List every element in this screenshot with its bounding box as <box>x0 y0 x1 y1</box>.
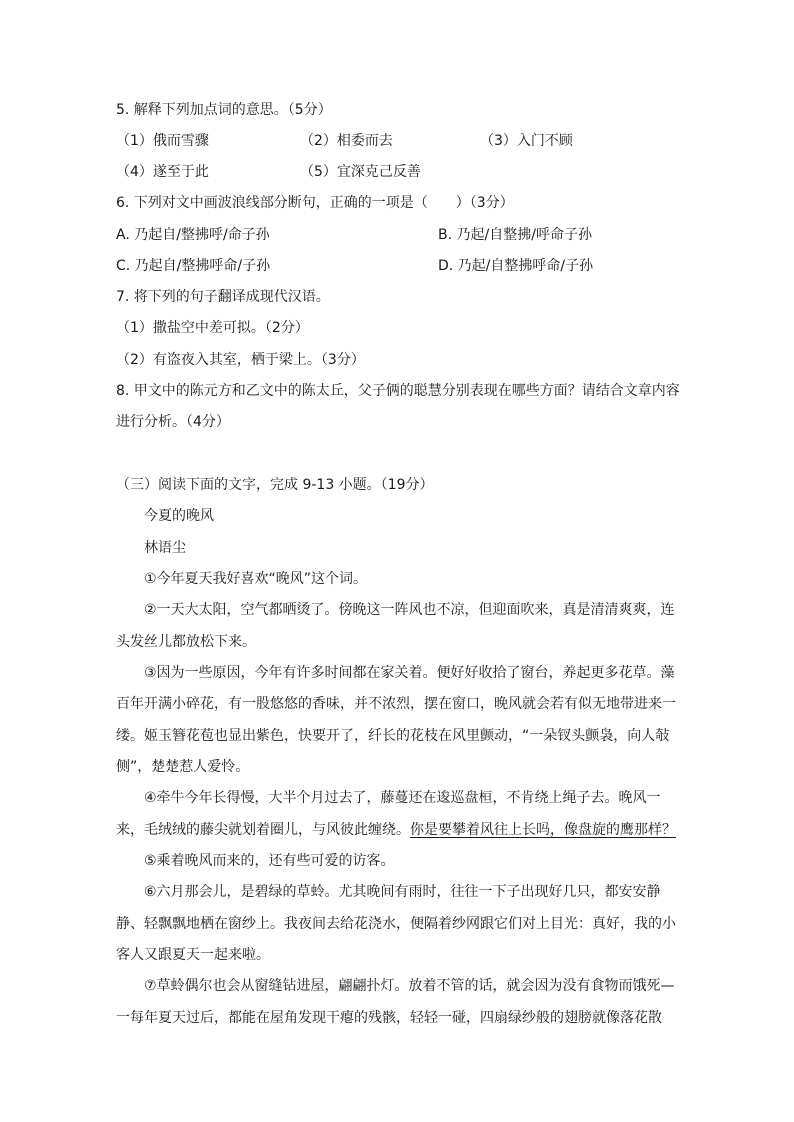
section-header: （三）阅读下面的文字，完成 9-13 小题。（19分） <box>116 477 434 493</box>
article-title: 今夏的晚风 <box>144 508 214 524</box>
paragraph-3-line-1: ③因为一些原因，今年有许多时间都在家关着。便好好收拾了窗台，养起更多花草。藻 <box>144 665 675 681</box>
paragraph-6-line-1: ⑥六月那会儿，是碧绿的草蛉。尤其晚间有雨时，往往一下子出现好几只，都安安静 <box>144 884 661 900</box>
q6-option-b: B. 乃起/自整拂/呼命子孙 <box>438 227 592 243</box>
paragraph-6-line-2: 静、轻飘飘地栖在窗纱上。我夜间去给花浇水，便隔着纱网跟它们对上目光：真好，我的小 <box>116 916 676 932</box>
q6-option-c: C. 乃起自/整拂呼命/子孙 <box>116 258 271 274</box>
q5-item-4: （4）遂至于此 <box>116 164 209 180</box>
paragraph-6-line-3: 客人又跟夏天一起来啦。 <box>116 947 270 963</box>
paragraph-4-line-2 <box>116 820 676 840</box>
q5-item-2: （2）相委而去 <box>300 133 393 149</box>
paragraph-3-line-2: 百年开满小碎花，有一股悠悠的香味，并不浓烈，摆在窗口，晚风就会若有似无地带进来一 <box>116 696 676 712</box>
q7-item-2: （2）有盗夜入其室，栖于梁上。（3分） <box>116 352 365 368</box>
q5-item-1: （1）俄而雪骤 <box>116 133 209 149</box>
paragraph-7-line-2: 一每年夏天过后，都能在屋角发现干瘪的残骸，轻轻一碰，四扇绿纱般的翅膀就像落花散 <box>116 1010 662 1026</box>
q5-item-3: （3）入门不顾 <box>480 133 573 149</box>
paragraph-2-line-2: 头发丝儿都放松下来。 <box>116 634 256 650</box>
q6-option-a: A. 乃起自/整拂呼/命子孙 <box>116 227 270 243</box>
paragraph-5: ⑤乘着晚风而来的，还有些可爱的访客。 <box>144 853 395 869</box>
q7-item-1: （1）撒盐空中差可拟。（2分） <box>116 320 309 336</box>
article-author: 林语尘 <box>144 540 186 556</box>
q8-line-2: 进行分析。（4分） <box>116 414 230 430</box>
underlined-sentence: 你是要攀着风往上长吗，像盘旋的鹰那样？ <box>410 822 676 838</box>
q7-stem: 7. 将下列的句子翻译成现代汉语。 <box>116 289 330 305</box>
q6-option-d: D. 乃起/自整拂呼命/子孙 <box>438 258 594 274</box>
paragraph-1: ①今年夏天我好喜欢“晚风”这个词。 <box>144 571 368 587</box>
q5-stem: 5. 解释下列加点词的意思。（5分） <box>116 102 332 118</box>
paragraph-4-line-1: ④牵牛今年长得慢，大半个月过去了，藤蔓还在逡巡盘桓，不肯绕上绳子去。晚风一 <box>144 790 661 806</box>
paragraph-7-line-1: ⑦草蛉偶尔也会从窗缝钻进屋，翩翩扑灯。放着不管的话，就会因为没有食物而饿死— <box>144 978 675 994</box>
paragraph-3-line-3: 缕。姬玉簪花苞也显出紫色，快要开了，纤长的花枝在风里颤动，“一朵钗头颤袅，向人敧 <box>116 728 670 744</box>
q5-item-5: （5）宜深克己反善 <box>300 164 421 180</box>
paragraph-4-line-2-text: 来，毛绒绒的藤尖就划着圈儿，与风彼此缠绕。 <box>116 822 410 838</box>
paragraph-2-line-1: ②一天大太阳，空气都晒烫了。傍晚这一阵风也不凉，但迎面吹来，真是清清爽爽，连 <box>144 602 675 618</box>
q6-stem: 6. 下列对文中画波浪线部分断句，正确的一项是（ ）（3分） <box>116 195 514 211</box>
paragraph-3-line-4: 侧”，楚楚惹人爱怜。 <box>116 759 250 775</box>
q8-line-1: 8. 甲文中的陈元方和乙文中的陈太丘，父子俩的聪慧分别表现在哪些方面？请结合文章内容 <box>116 383 680 399</box>
